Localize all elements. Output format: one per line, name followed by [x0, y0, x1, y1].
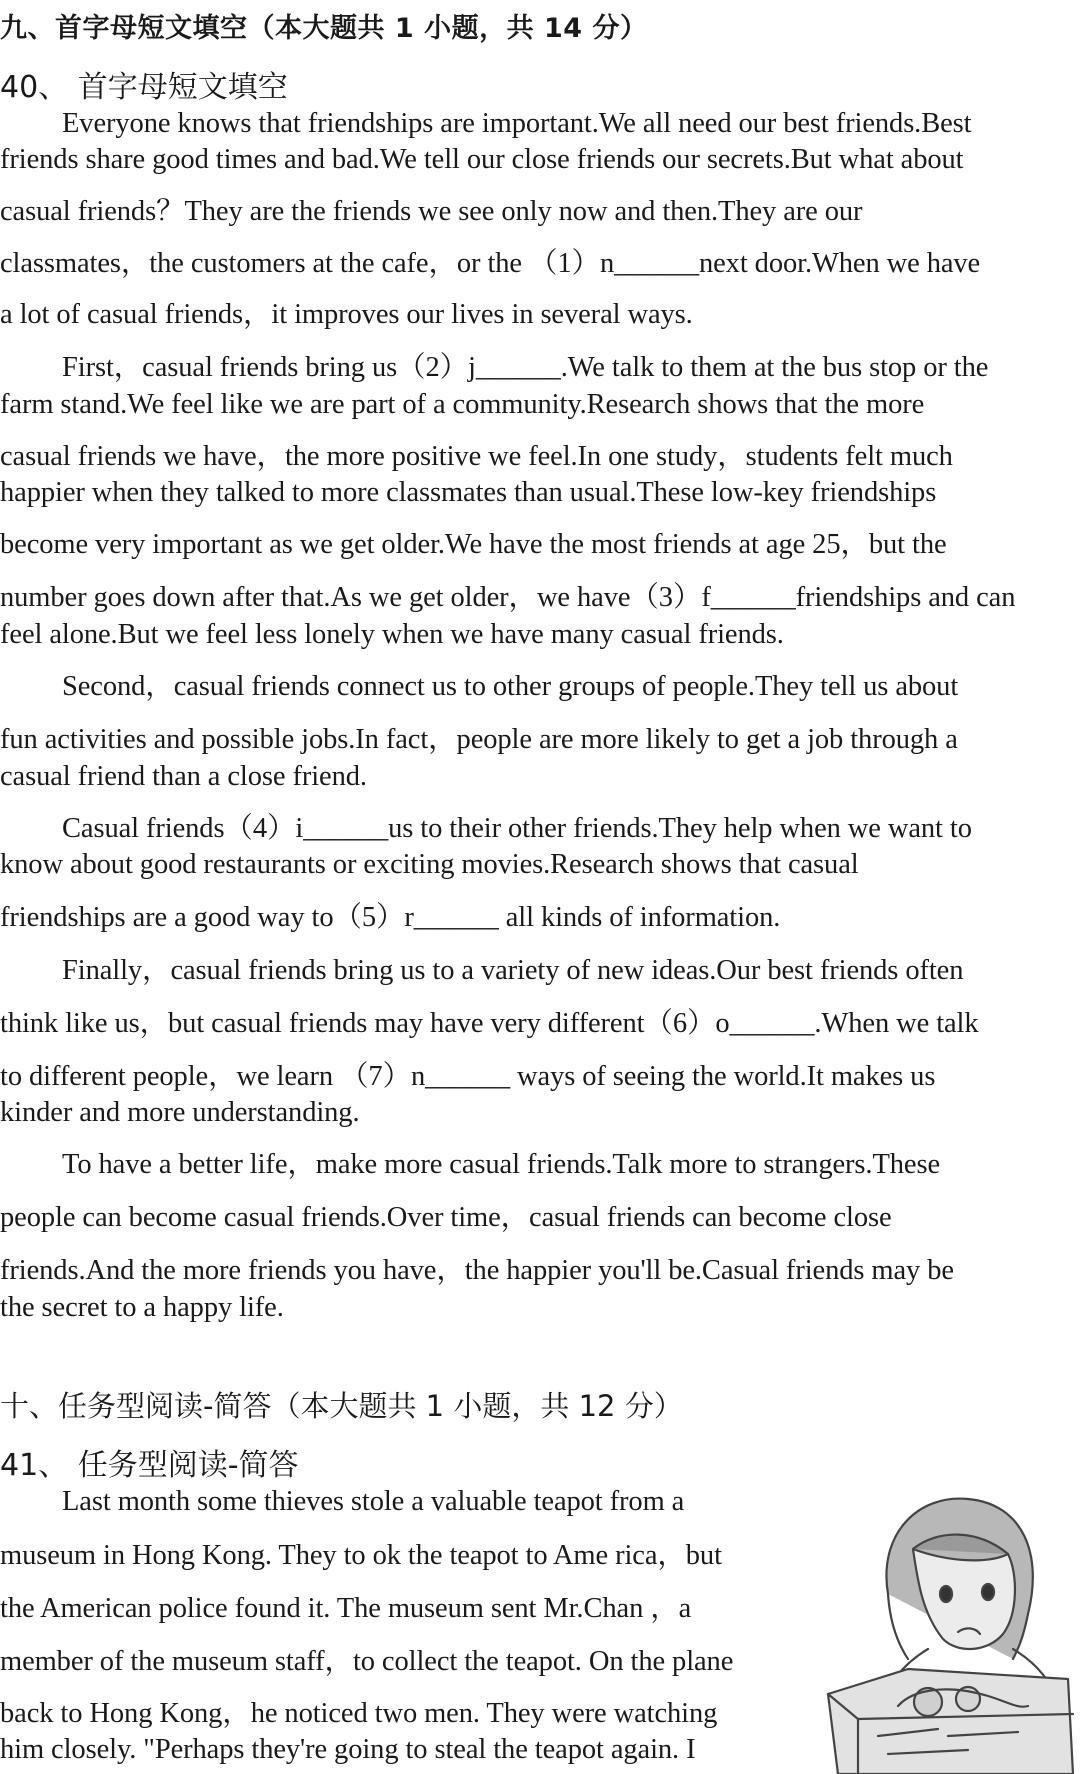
passage-line: number goes down after that.As we get older，we have（3）f______friendships and can: [0, 582, 1016, 613]
question-40-title: 40、 首字母短文填空: [0, 70, 288, 105]
passage-line: the secret to a happy life.: [0, 1292, 284, 1323]
passage-line: Finally，casual friends bring us to a variety of new ideas.Our best friends often: [62, 955, 964, 986]
passage-line: Last month some thieves stole a valuable teapot from a: [62, 1486, 685, 1517]
passage-line: back to Hong Kong，he noticed two men. They were watching: [0, 1698, 718, 1729]
passage-line: classmates，the customers at the cafe，or the （1）n______next door.When we have: [0, 248, 981, 279]
passage-line: casual friends？They are the friends we see only now and then.They are our: [0, 196, 863, 227]
passage-line: museum in Hong Kong. They to ok the teapot to Ame rica，but: [0, 1540, 722, 1571]
passage-line: fun activities and possible jobs.In fact，people are more likely to get a job through a: [0, 724, 958, 755]
passage-line: friends.And the more friends you have，the happier you'll be.Casual friends may be: [0, 1255, 954, 1286]
passage-line: people can become casual friends.Over time，casual friends can become close: [0, 1202, 892, 1233]
passage-line: to different people，we learn （7）n______ ways of seeing the world.It makes us: [0, 1061, 936, 1092]
passage-line: First，casual friends bring us（2）j______.We talk to them at the bus stop or the: [62, 352, 989, 383]
girl-opening-box-illustration: [818, 1474, 1080, 1774]
section-heading-9: 九、首字母短文填空（本大题共 1 小题，共 14 分）: [0, 13, 648, 44]
passage-line: casual friends we have，the more positive we feel.In one study，students felt much: [0, 441, 953, 472]
passage-line: kinder and more understanding.: [0, 1097, 360, 1128]
section-heading-10: 十、任务型阅读-简答（本大题共 1 小题，共 12 分）: [0, 1389, 683, 1423]
passage-line: friends share good times and bad.We tell our close friends our secrets.But what about: [0, 144, 964, 175]
passage-line: him closely. "Perhaps they're going to steal the teapot again. I: [0, 1734, 696, 1765]
question-41-title: 41、 任务型阅读-简答: [0, 1448, 299, 1483]
passage-line: Casual friends（4）i______us to their other friends.They help when we want to: [62, 813, 972, 844]
passage-line: a lot of casual friends，it improves our lives in several ways.: [0, 299, 693, 330]
passage-line: happier when they talked to more classmates than usual.These low-key friendships: [0, 477, 937, 508]
passage-line: farm stand.We feel like we are part of a community.Research shows that the more: [0, 389, 925, 420]
passage-line: the American police found it. The museum sent Mr.Chan ，a: [0, 1593, 692, 1624]
passage-line: member of the museum staff，to collect the teapot. On the plane: [0, 1646, 734, 1677]
passage-line: Everyone knows that friendships are important.We all need our best friends.Best: [62, 108, 972, 139]
passage-line: become very important as we get older.We have the most friends at age 25，but the: [0, 529, 947, 560]
passage-line: feel alone.But we feel less lonely when we have many casual friends.: [0, 619, 784, 650]
passage-line: think like us，but casual friends may have very different（6）o______.When we talk: [0, 1008, 979, 1039]
passage-line: To have a better life，make more casual friends.Talk more to strangers.These: [62, 1149, 940, 1180]
passage-line: casual friend than a close friend.: [0, 761, 367, 792]
passage-line: friendships are a good way to（5）r______ all kinds of information.: [0, 902, 781, 933]
passage-line: Second，casual friends connect us to other groups of people.They tell us about: [62, 671, 959, 702]
passage-line: know about good restaurants or exciting movies.Research shows that casual: [0, 849, 859, 880]
